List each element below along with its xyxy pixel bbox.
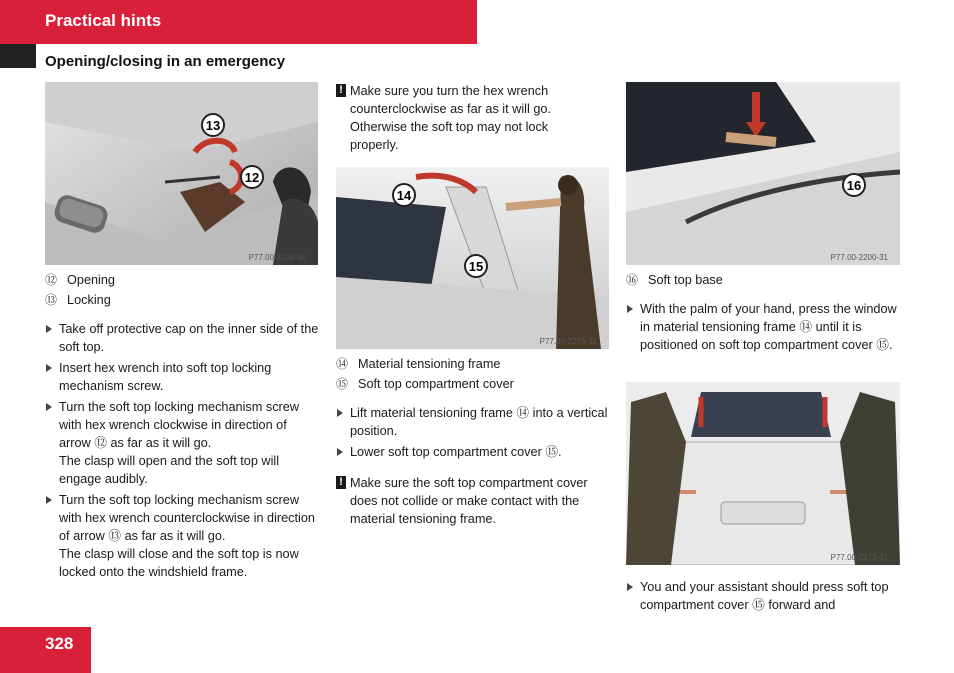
warning-note: ! Make sure the soft top compartment cover does not collide or make contact with the material tensioning frame. bbox=[336, 474, 612, 528]
figure-code: P77.00-2275-31 bbox=[539, 337, 597, 346]
figure-tensioning-frame bbox=[336, 167, 609, 349]
figure-soft-top-base-illustration bbox=[626, 82, 900, 265]
column-3-bottom bbox=[626, 578, 898, 617]
instruction-step: Turn the soft top locking mechanism screw with hex wrench clockwise in direction of arrow ⑫ as far as it will go. The clasp will open and the soft top will engage audibly. bbox=[45, 398, 321, 488]
step-result: The clasp will close and the soft top is now locked onto the windshield frame. bbox=[59, 547, 299, 579]
figure-code: P77.00-2200-31 bbox=[830, 253, 888, 262]
side-tab bbox=[0, 44, 36, 68]
figure-code: P77.00-2273-31 bbox=[830, 553, 888, 562]
section-title: Opening/closing in an emergency bbox=[45, 53, 286, 70]
svg-text:15: 15 bbox=[468, 259, 484, 274]
instruction-step: With the palm of your hand, press the window in material tensioning frame ⑭ until it is positioned on soft top compartment cover ⑮. bbox=[626, 300, 898, 354]
legend-item: ⑫ Opening bbox=[45, 273, 115, 287]
figure-hex-wrench bbox=[45, 82, 318, 265]
exclamation-icon: ! bbox=[336, 84, 346, 97]
page-number: 328 bbox=[45, 634, 74, 653]
figure-tensioning-frame-illustration bbox=[336, 167, 609, 349]
step-result: The clasp will open and the soft top will engage audibly. bbox=[59, 454, 280, 486]
legend-item: ⑯ Soft top base bbox=[626, 273, 723, 287]
instruction-step: You and your assistant should press soft top compartment cover ⑮ forward and bbox=[626, 578, 898, 614]
svg-text:12: 12 bbox=[244, 170, 260, 185]
svg-text:13: 13 bbox=[205, 118, 221, 133]
figure-soft-top-base bbox=[626, 82, 900, 265]
legend-item: ⑭ Material tensioning frame bbox=[336, 357, 501, 371]
instruction-step: Turn the soft top locking mechanism screw with hex wrench counterclockwise in direction of arrow ⑬ as far as it will go. The clasp will close and the soft top is now locked onto the windshield frame. bbox=[45, 491, 321, 581]
figure-code: P77.00-2198-31 bbox=[248, 253, 306, 262]
instruction-step: Take off protective cap on the inner side of the soft top. bbox=[45, 320, 321, 356]
column-2-top bbox=[336, 82, 586, 154]
svg-text:14: 14 bbox=[396, 188, 412, 203]
instruction-step: Lift material tensioning frame ⑭ into a vertical position. bbox=[336, 404, 612, 440]
column-2 bbox=[336, 354, 612, 528]
instruction-step: Insert hex wrench into soft top locking mechanism screw. bbox=[45, 359, 321, 395]
column-3 bbox=[626, 270, 898, 357]
figure-hex-wrench-illustration bbox=[45, 82, 318, 265]
page-number-box bbox=[0, 627, 91, 673]
legend-item: ⑮ Soft top compartment cover bbox=[336, 377, 514, 391]
instruction-step: Lower soft top compartment cover ⑮. bbox=[336, 443, 612, 461]
legend-list bbox=[45, 270, 321, 310]
figure-press-cover bbox=[626, 382, 900, 565]
warning-note: ! Make sure you turn the hex wrench counterclockwise as far as it will go. Otherwise the soft top may not lock properly. bbox=[336, 82, 586, 154]
exclamation-icon: ! bbox=[336, 476, 346, 489]
header-title: Practical hints bbox=[45, 11, 162, 30]
figure-press-cover-illustration bbox=[626, 382, 900, 565]
svg-text:16: 16 bbox=[846, 178, 862, 193]
column-1 bbox=[45, 270, 321, 584]
legend-item: ⑬ Locking bbox=[45, 293, 111, 307]
header-bar bbox=[0, 0, 477, 44]
